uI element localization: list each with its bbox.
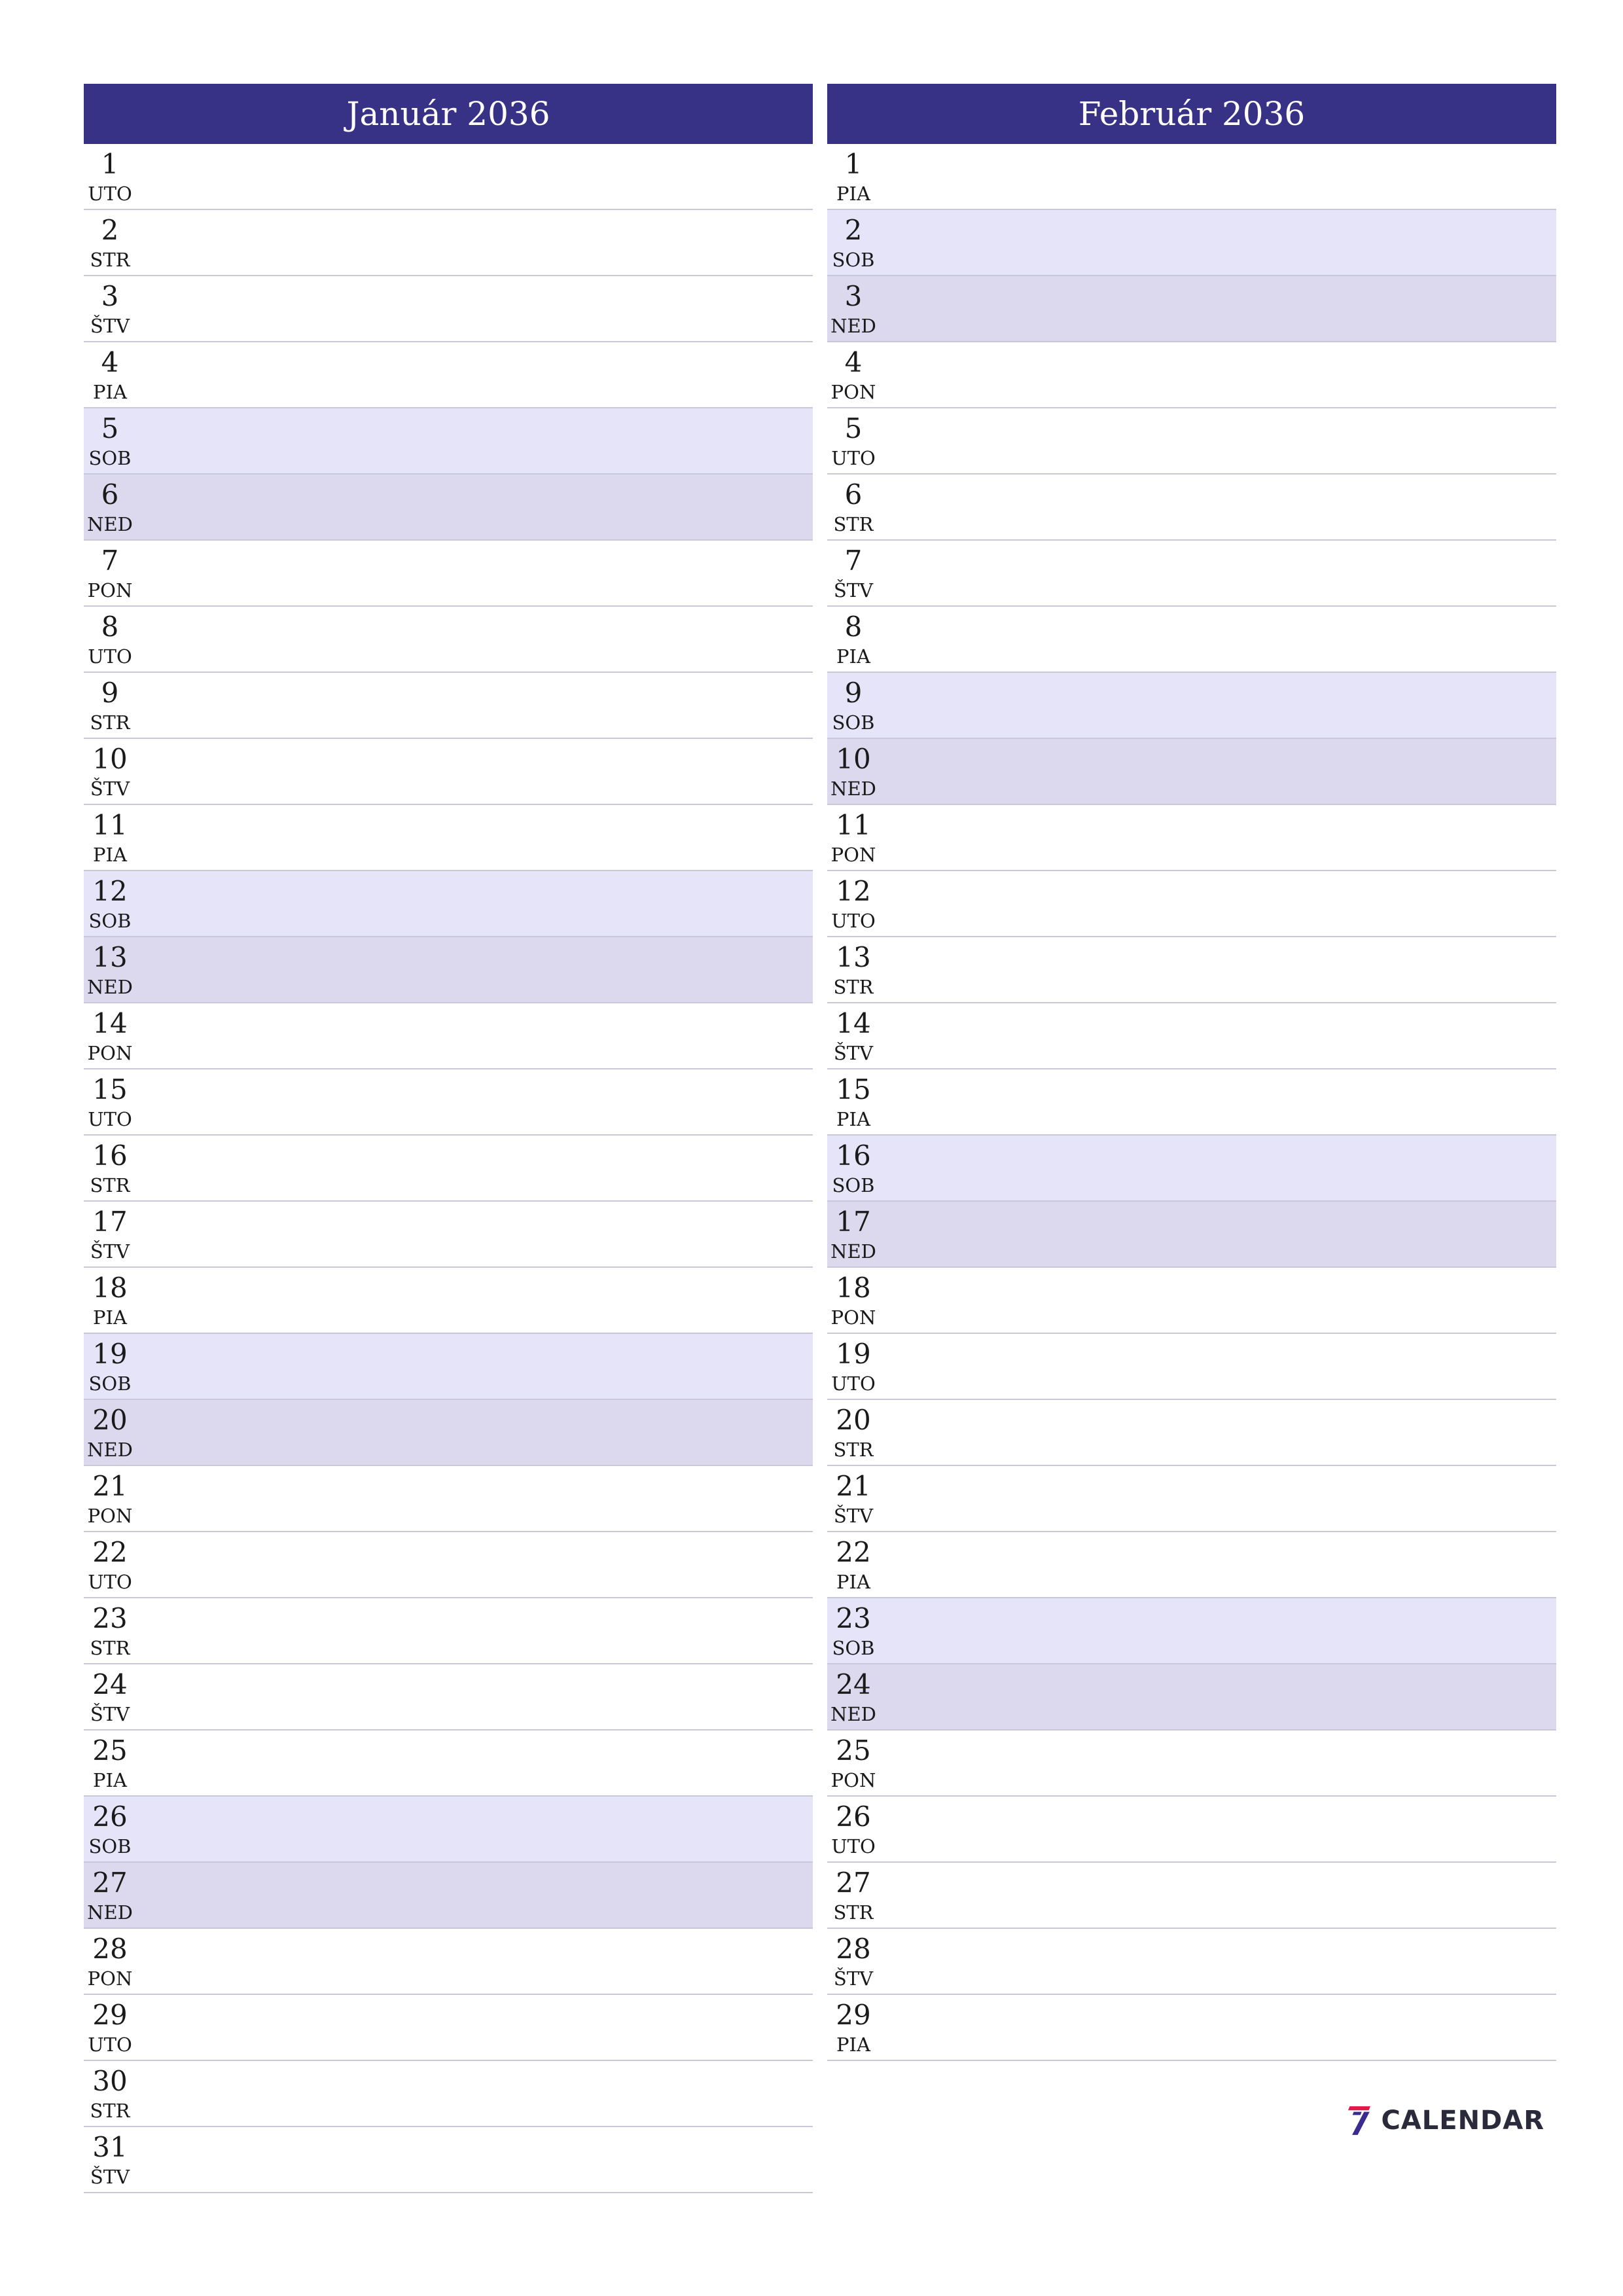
- weekday-label: PON: [830, 381, 876, 403]
- day-row: [84, 607, 813, 673]
- weekday-label: NED: [830, 315, 876, 337]
- day-number: 28: [836, 1933, 871, 1965]
- weekday-label: ŠTV: [90, 1703, 130, 1725]
- weekday-label: PIA: [93, 844, 127, 866]
- day-row: [827, 276, 1556, 342]
- day-row: [827, 805, 1556, 871]
- day-number: 13: [836, 941, 871, 973]
- day-row: [84, 342, 813, 408]
- weekday-label: UTO: [831, 1372, 876, 1395]
- day-row: [827, 1202, 1556, 1268]
- day-number: 19: [836, 1338, 871, 1370]
- brand-logo: [1348, 2094, 1544, 2147]
- weekday-label: PIA: [93, 1769, 127, 1791]
- day-row: [84, 276, 813, 342]
- weekday-label: PIA: [836, 1571, 870, 1593]
- day-number: 10: [836, 743, 871, 775]
- day-row: [84, 2127, 813, 2193]
- day-number: 15: [836, 1073, 871, 1105]
- day-number: 22: [92, 1536, 128, 1568]
- day-row: [84, 871, 813, 937]
- day-row: [827, 1929, 1556, 1995]
- day-row: [827, 1532, 1556, 1598]
- day-row: [827, 1003, 1556, 1069]
- day-list: [827, 144, 1556, 2061]
- day-row: [84, 1136, 813, 1202]
- day-row: [827, 541, 1556, 607]
- day-row: [827, 1268, 1556, 1334]
- weekday-label: STR: [833, 1439, 874, 1461]
- day-row: [84, 1268, 813, 1334]
- day-number: 11: [836, 809, 871, 841]
- day-row: [84, 673, 813, 739]
- month-title: Január 2036: [84, 84, 813, 144]
- day-number: 20: [92, 1404, 128, 1436]
- month-february: [827, 84, 1556, 2061]
- day-number: 7: [844, 545, 863, 577]
- day-number: 18: [836, 1272, 871, 1304]
- weekday-label: UTO: [831, 910, 876, 932]
- day-row: [827, 342, 1556, 408]
- weekday-label: PIA: [836, 645, 870, 668]
- day-number: 30: [92, 2065, 128, 2097]
- day-number: 21: [836, 1470, 871, 1502]
- day-number: 14: [92, 1007, 128, 1039]
- weekday-label: PON: [830, 1769, 876, 1791]
- day-number: 28: [92, 1933, 128, 1965]
- day-number: 9: [101, 677, 119, 709]
- month-january: [84, 84, 813, 2193]
- weekday-label: SOB: [832, 711, 875, 734]
- day-row: [827, 871, 1556, 937]
- day-number: 21: [92, 1470, 128, 1502]
- weekday-label: NED: [87, 976, 133, 998]
- day-number: 27: [836, 1867, 871, 1899]
- day-number: 5: [844, 412, 863, 444]
- weekday-label: UTO: [88, 1571, 132, 1593]
- weekday-label: SOB: [832, 1174, 875, 1196]
- day-number: 16: [836, 1139, 871, 1172]
- day-row: [84, 1202, 813, 1268]
- day-row: [84, 541, 813, 607]
- weekday-label: UTO: [88, 183, 132, 205]
- day-number: 22: [836, 1536, 871, 1568]
- day-row: [84, 1664, 813, 1731]
- day-number: 26: [92, 1801, 128, 1833]
- day-number: 10: [92, 743, 128, 775]
- weekday-label: PIA: [836, 1108, 870, 1130]
- day-row: [827, 475, 1556, 541]
- weekday-label: NED: [87, 1439, 133, 1461]
- weekday-label: SOB: [88, 1835, 132, 1857]
- day-number: 4: [844, 346, 863, 378]
- day-row: [84, 937, 813, 1003]
- month-title: Február 2036: [827, 84, 1556, 144]
- weekday-label: ŠTV: [90, 2166, 130, 2188]
- weekday-label: STR: [90, 2100, 130, 2122]
- day-number: 12: [92, 875, 128, 907]
- day-row: [827, 739, 1556, 805]
- day-number: 9: [844, 677, 863, 709]
- day-row: [827, 607, 1556, 673]
- weekday-label: ŠTV: [90, 315, 130, 337]
- day-number: 23: [836, 1602, 871, 1634]
- day-row: [827, 408, 1556, 475]
- day-row: [84, 1863, 813, 1929]
- day-row: [84, 1400, 813, 1466]
- day-number: 5: [101, 412, 119, 444]
- day-row: [84, 739, 813, 805]
- weekday-label: PON: [87, 1505, 133, 1527]
- day-row: [827, 1069, 1556, 1136]
- weekday-label: PON: [87, 1042, 133, 1064]
- weekday-label: STR: [90, 711, 130, 734]
- day-row: [84, 805, 813, 871]
- weekday-label: STR: [90, 1637, 130, 1659]
- day-number: 25: [92, 1734, 128, 1767]
- weekday-label: SOB: [832, 1637, 875, 1659]
- day-number: 1: [844, 148, 863, 180]
- day-row: [84, 1731, 813, 1797]
- day-number: 27: [92, 1867, 128, 1899]
- weekday-label: PIA: [93, 1306, 127, 1329]
- day-row: [84, 1929, 813, 1995]
- day-row: [84, 1995, 813, 2061]
- day-row: [84, 1598, 813, 1664]
- weekday-label: NED: [830, 778, 876, 800]
- day-number: 29: [836, 1999, 871, 2031]
- day-number: 3: [844, 280, 863, 312]
- weekday-label: UTO: [831, 1835, 876, 1857]
- day-number: 14: [836, 1007, 871, 1039]
- day-row: [84, 1466, 813, 1532]
- weekday-label: SOB: [88, 910, 132, 932]
- weekday-label: ŠTV: [90, 778, 130, 800]
- day-row: [84, 1532, 813, 1598]
- weekday-label: STR: [833, 513, 874, 535]
- day-number: 6: [844, 478, 863, 511]
- weekday-label: PON: [830, 1306, 876, 1329]
- weekday-label: STR: [90, 1174, 130, 1196]
- day-number: 2: [844, 214, 863, 246]
- weekday-label: ŠTV: [833, 1967, 874, 1990]
- day-number: 13: [92, 941, 128, 973]
- weekday-label: PIA: [836, 2034, 870, 2056]
- day-number: 6: [101, 478, 119, 511]
- weekday-label: UTO: [831, 447, 876, 469]
- day-row: [827, 1598, 1556, 1664]
- weekday-label: STR: [833, 1901, 874, 1924]
- day-list: [84, 144, 813, 2193]
- day-number: 26: [836, 1801, 871, 1833]
- day-number: 29: [92, 1999, 128, 2031]
- weekday-label: NED: [87, 1901, 133, 1924]
- day-number: 11: [92, 809, 128, 841]
- weekday-label: SOB: [88, 1372, 132, 1395]
- weekday-label: STR: [833, 976, 874, 998]
- weekday-label: ŠTV: [90, 1240, 130, 1263]
- weekday-label: SOB: [832, 249, 875, 271]
- weekday-label: PON: [830, 844, 876, 866]
- day-number: 31: [92, 2131, 128, 2163]
- day-number: 23: [92, 1602, 128, 1634]
- day-number: 1: [101, 148, 119, 180]
- weekday-label: ŠTV: [833, 579, 874, 601]
- day-row: [827, 673, 1556, 739]
- weekday-label: PON: [87, 579, 133, 601]
- day-number: 18: [92, 1272, 128, 1304]
- day-row: [827, 937, 1556, 1003]
- day-number: 17: [836, 1206, 871, 1238]
- logo-text: CALENDAR: [1381, 2106, 1544, 2136]
- day-row: [827, 210, 1556, 276]
- day-number: 2: [101, 214, 119, 246]
- day-number: 16: [92, 1139, 128, 1172]
- day-number: 8: [844, 611, 863, 643]
- weekday-label: PIA: [836, 183, 870, 205]
- day-row: [827, 1731, 1556, 1797]
- day-row: [827, 1797, 1556, 1863]
- day-row: [84, 1797, 813, 1863]
- day-number: 17: [92, 1206, 128, 1238]
- day-number: 20: [836, 1404, 871, 1436]
- day-row: [84, 144, 813, 210]
- day-row: [827, 1136, 1556, 1202]
- day-row: [84, 210, 813, 276]
- day-number: 7: [101, 545, 119, 577]
- weekday-label: ŠTV: [833, 1042, 874, 1064]
- day-number: 3: [101, 280, 119, 312]
- seven-logo-icon: [1348, 2094, 1372, 2147]
- weekday-label: NED: [87, 513, 133, 535]
- day-row: [827, 1995, 1556, 2061]
- day-number: 4: [101, 346, 119, 378]
- day-row: [84, 1069, 813, 1136]
- day-row: [84, 1003, 813, 1069]
- weekday-label: STR: [90, 249, 130, 271]
- day-number: 15: [92, 1073, 128, 1105]
- day-row: [84, 1334, 813, 1400]
- day-row: [84, 408, 813, 475]
- day-row: [827, 1400, 1556, 1466]
- day-number: 12: [836, 875, 871, 907]
- day-number: 24: [92, 1668, 128, 1700]
- day-number: 24: [836, 1668, 871, 1700]
- day-row: [84, 475, 813, 541]
- day-number: 19: [92, 1338, 128, 1370]
- weekday-label: PON: [87, 1967, 133, 1990]
- weekday-label: SOB: [88, 447, 132, 469]
- day-row: [827, 144, 1556, 210]
- day-row: [827, 1664, 1556, 1731]
- day-number: 8: [101, 611, 119, 643]
- weekday-label: UTO: [88, 2034, 132, 2056]
- weekday-label: UTO: [88, 1108, 132, 1130]
- weekday-label: PIA: [93, 381, 127, 403]
- weekday-label: NED: [830, 1240, 876, 1263]
- day-row: [84, 2061, 813, 2127]
- day-row: [827, 1334, 1556, 1400]
- weekday-label: NED: [830, 1703, 876, 1725]
- day-row: [827, 1466, 1556, 1532]
- weekday-label: UTO: [88, 645, 132, 668]
- day-row: [827, 1863, 1556, 1929]
- weekday-label: ŠTV: [833, 1505, 874, 1527]
- day-number: 25: [836, 1734, 871, 1767]
